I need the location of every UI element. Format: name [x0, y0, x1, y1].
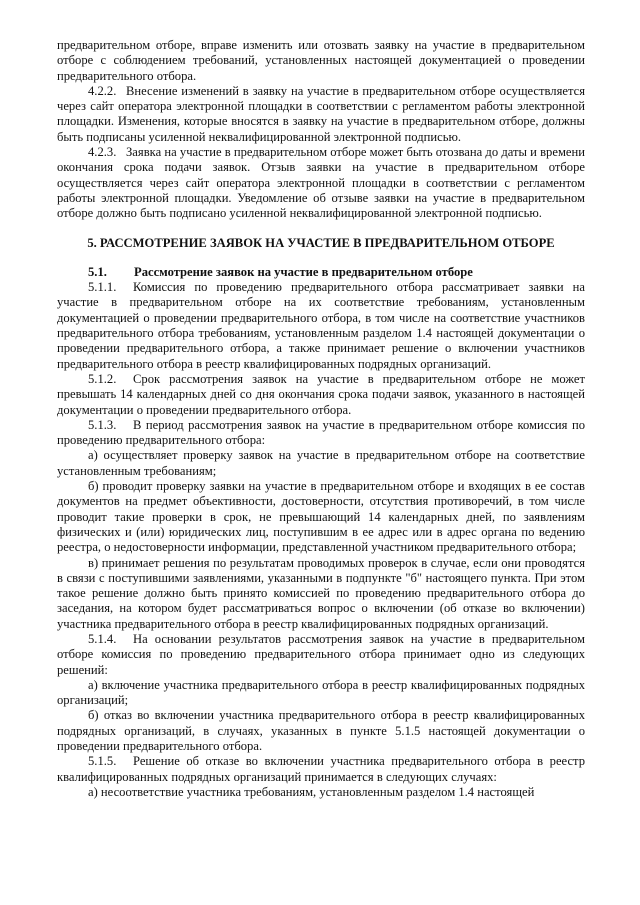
- list-item-a: а) осуществляет проверку заявок на участие в предварительном отборе на соответствие установленным требованиям;: [57, 448, 585, 478]
- clause-number: 5.1.1.: [88, 280, 117, 295]
- clause-5-1-1: [57, 280, 585, 372]
- clause-text: Заявка на участие в предварительном отборе может быть отозвана до даты и времени окончания срока подачи заявок. Отзыв заявки на участие в предварительном отборе осуществляется через сайт оператора электронной площадки в соответствии с регламентом работы электронной площадки. Уведомление об отзыве заявки на участие в предварительном отборе должно быть подписано усиленной неквалифицированной электронной подписью.: [57, 145, 585, 221]
- subsection-5-1-heading: [57, 265, 585, 280]
- clause-number: 4.2.2.: [88, 83, 117, 98]
- clause-text: Решение об отказе во включении участника предварительного отбора в реестр квалифицированных подрядных организаций принимается в следующих случаях:: [57, 754, 585, 784]
- clause-text: На основании результатов рассмотрения заявок на участие в предварительном отборе комиссия по проведению предварительного отбора принимает одно из следующих решений:: [57, 631, 585, 677]
- clause-5-1-3: [57, 418, 585, 449]
- clause-text: В период рассмотрения заявок на участие в предварительном отборе комиссия по проведению предварительного отбора:: [57, 417, 585, 448]
- document-page: [57, 38, 585, 800]
- clause-number: 5.1.2.: [88, 371, 117, 386]
- paragraph-continuation: предварительном отборе, вправе изменить или отозвать заявку на участие в предварительном отборе с соблюдением требований, установленных настоящей документацией о проведении предварительного отбора.: [57, 38, 585, 83]
- subsection-title: Рассмотрение заявок на участие в предварительном отборе: [134, 264, 473, 279]
- clause-text: Срок рассмотрения заявок на участие в предварительном отборе не может превышать 14 календарных дней со дня окончания срока подачи заявок, указанного в настоящей документации о проведении предварительного отбора.: [57, 371, 585, 417]
- clause-number: 5.1.5.: [88, 754, 117, 769]
- list-item-a: а) несоответствие участника требованиям, установленным разделом 1.4 настоящей: [88, 784, 535, 799]
- list-item-b: б) проводит проверку заявки на участие в предварительном отборе и входящих в ее состав документов на предмет объективности, достоверности, отсутствия противоречий, в том числе проводит такие проверки в срок, не превышающий 14 календарных дней, по заявлениям физических и (или) юридических лиц, поступившим в ее адрес или в адрес органа по ведению реестра, о недостоверности информации, представленной участником предварительного отбора;: [57, 479, 585, 555]
- clause-text: Внесение изменений в заявку на участие в предварительном отборе осуществляется через сайт оператора электронной площадки в соответствии с регламентом работы электронной площадки. Изменения, которые вносятся в заявку на участие в предварительном отборе, должны быть подписаны усиленной неквалифицированной электронной подписью.: [57, 83, 585, 144]
- clause-number: 5.1.: [88, 264, 107, 279]
- clause-4-2-3: [57, 145, 585, 221]
- clause-number: 5.1.4.: [88, 631, 117, 646]
- list-item-a: а) включение участника предварительного отбора в реестр квалифицированных подрядных организаций;: [57, 677, 585, 708]
- list-item-b: б) отказ во включении участника предварительного отбора в реестр квалифицированных подрядных организаций, в случаях, указанных в пункте 5.1.5 настоящей документации о проведении предварительного отбора.: [57, 708, 585, 754]
- clause-text: Комиссия по проведению предварительного отбора рассматривает заявки на участие в предварительном отборе на их соответствие требованиям, установленным документацией о проведении предварительного отбора, в том числе на соответствие участников предварительного отбора требованиям, установленным разделом 1.4 настоящей документации о проведении предварительного отбора, а также принимает решение о включении участников предварительного отбора в реестр квалифицированных подрядных организаций.: [57, 280, 585, 371]
- clause-5-1-2: [57, 372, 585, 418]
- section-5-heading: 5. РАССМОТРЕНИЕ ЗАЯВОК НА УЧАСТИЕ В ПРЕДВАРИТЕЛЬНОМ ОТБОРЕ: [87, 235, 555, 250]
- clause-5-1-5: [57, 754, 585, 785]
- clause-number: 5.1.3.: [88, 417, 117, 432]
- clause-number: 4.2.3.: [88, 145, 117, 160]
- clause-4-2-2: [57, 84, 585, 145]
- list-item-v: в) принимает решения по результатам проводимых проверок в случае, если они проводятся в связи с поступившими заявлениями, указанными в подпункте "б" настоящего пункта. При этом такое решение должно быть принято комиссией по проведению предварительного отбора до заседания, на котором будет рассматриваться вопрос о включении (об отказе во включении) участника предварительного отбора в реестр квалифицированных подрядных организаций.: [57, 555, 585, 631]
- clause-5-1-4: [57, 632, 585, 678]
